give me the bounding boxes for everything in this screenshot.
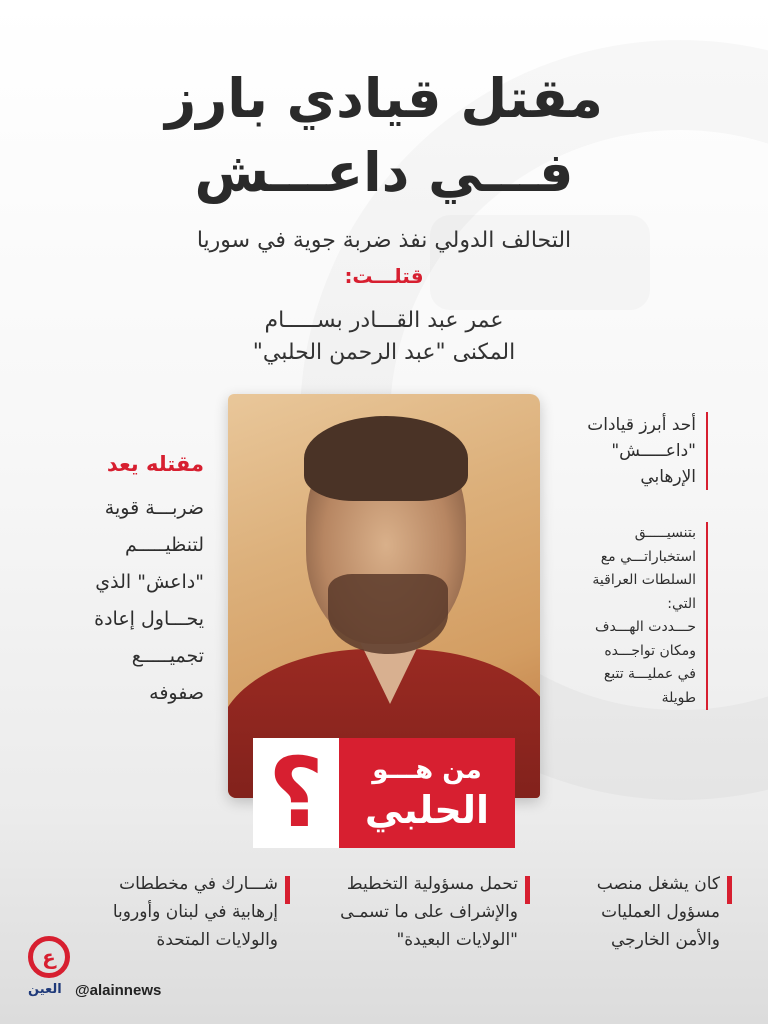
significance-body [44, 490, 204, 712]
headline [0, 62, 768, 210]
name-line-2: المكنى "عبد الرحمن الحلبي" [252, 340, 516, 365]
note-line: استخباراتـــي مع [600, 548, 696, 565]
note-line: والإشراف على ما تسمـى [340, 902, 518, 922]
note-line: التي: [667, 595, 696, 612]
red-bar-marker [525, 876, 530, 904]
note-line: في عمليـــة تتبع [603, 666, 696, 682]
al-ain-wordmark: العين [28, 982, 62, 997]
killed-label: قتلـــت: [344, 264, 424, 288]
who-is-line-2: الحلبي [364, 788, 490, 832]
al-ain-logo-icon: ع [28, 936, 70, 978]
significance-heading: مقتله يعد [106, 452, 204, 476]
note-line: شـــارك في مخططات [119, 874, 278, 894]
significance-line: صفوفه [149, 682, 204, 704]
who-is-line-1: من هـــو [372, 755, 482, 785]
note-line: طويلة [661, 689, 696, 706]
significance-line: لتنظيـــــم [124, 534, 204, 556]
social-handle: @alainnews [75, 982, 162, 999]
note-line: "داعـــــش" [611, 441, 696, 461]
who-is-box [253, 738, 515, 848]
significance-line: يحـــاول إعادة [94, 608, 204, 630]
note-line: "الولايات البعيدة" [396, 930, 518, 950]
right-note-leader [578, 412, 708, 490]
note-line: ومكان تواجـــده [604, 642, 696, 659]
significance-line: ضربـــة قوية [104, 497, 204, 519]
question-mark-icon: ؟ [253, 738, 339, 848]
note-line: كان يشغل منصب [596, 874, 720, 894]
bottom-note-responsibility [300, 870, 530, 954]
note-line: والولايات المتحدة [156, 930, 278, 950]
note-line: بتنسيـــــق [634, 525, 696, 541]
note-line: حـــددت الهـــدف [595, 619, 696, 635]
portrait-hair [304, 416, 468, 501]
headline-line-2: فـــي داعـــش [194, 141, 574, 204]
note-line: مسؤول العمليات [601, 902, 720, 922]
note-line: إرهابية في لبنان وأوروبا [112, 902, 278, 922]
bottom-note-position [542, 870, 732, 954]
right-note-coordination [578, 522, 708, 710]
note-line: تحمل مسؤولية التخطيط [346, 874, 518, 894]
note-line: الإرهابي [640, 467, 696, 487]
note-line: أحد أبرز قيادات [587, 415, 696, 435]
name-line-1: عمر عبد القـــادر بســـــام [264, 308, 504, 333]
headline-line-1: مقتل قيادي بارز [165, 67, 603, 130]
significance-line: "داعش" الذي [95, 571, 204, 593]
note-line: السلطات العراقية [592, 572, 696, 588]
significance-line: تجميـــــع [131, 645, 204, 667]
bottom-note-plots [70, 870, 290, 954]
killed-name [0, 305, 768, 369]
red-bar-marker [727, 876, 732, 904]
red-bar-marker [285, 876, 290, 904]
subtitle: التحالف الدولي نفذ ضربة جوية في سوريا [196, 228, 572, 253]
portrait-beard [328, 574, 448, 654]
significance-block [44, 448, 204, 712]
note-line: والأمن الخارجي [610, 930, 720, 950]
who-is-label [339, 738, 515, 848]
